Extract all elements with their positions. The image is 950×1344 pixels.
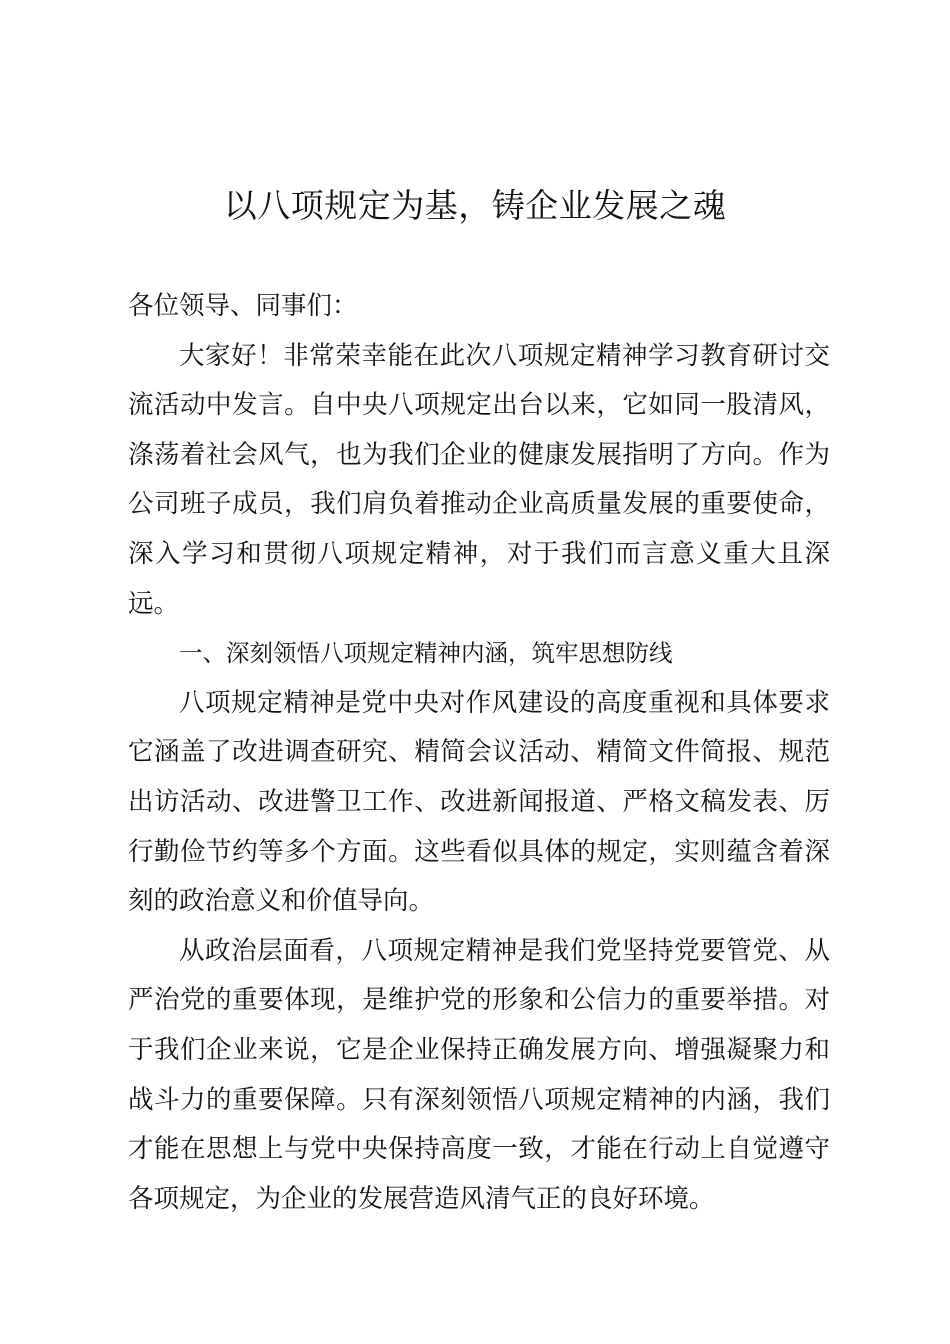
paragraph-opening: 大家好！非常荣幸能在此次八项规定精神学习教育研讨交流活动中发言。自中央八项规定出台以来，它如同一股清风，涤荡着社会风气，也为我们企业的健康发展指明了方向。作为公司班子成员，我们肩负着推动企业高质量发展的重要使命，深入学习和贯彻八项规定精神，对于我们而言意义重大且深远。 [128, 340, 830, 619]
section-heading: 一、深刻领悟八项规定精神内涵，筑牢思想防线 [179, 639, 673, 668]
paragraph-definition: 八项规定精神是党中央对作风建设的高度重视和具体要求它涵盖了改进调查研究、精简会议活动、精简文件简报、规范出访活动、改进警卫工作、改进新闻报道、严格文稿发表、厉行勤俭节约等多个方面。这些看似具体的规定，实则蕴含着深刻的政治意义和价值导向。 [128, 687, 830, 917]
paragraph-political: 从政治层面看，八项规定精神是我们党坚持党要管党、从严治党的重要体现，是维护党的形象和公信力的重要举措。对于我们企业来说，它是企业保持正确发展方向、增强凝聚力和战斗力的重要保障。只有深刻领悟八项规定精神的内涵，我们才能在思想上与党中央保持高度一致，才能在行动上自觉遵守各项规定，为企业的发展营造风清气正的良好环境。 [128, 935, 830, 1214]
document-body [128, 282, 830, 1224]
document-title: 以八项规定为基，铸企业发展之魂 [223, 186, 727, 225]
salutation: 各位领导、同事们： [128, 291, 358, 321]
